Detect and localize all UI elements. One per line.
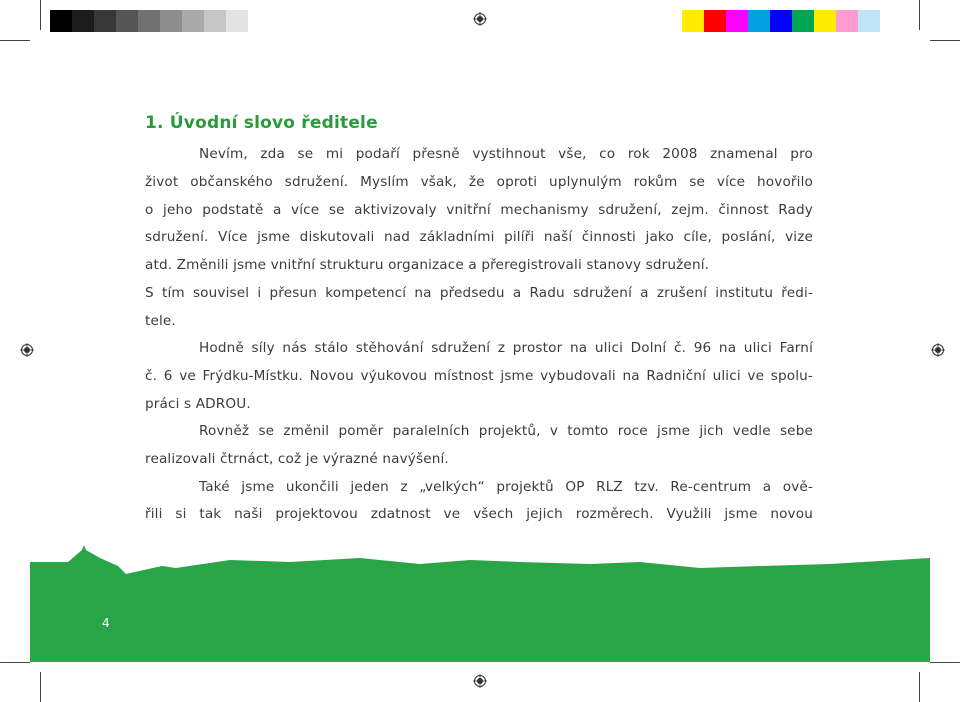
registration-mark-icon	[931, 343, 945, 357]
body-text-line: realizovali čtrnáct, což je výrazné navýšení.	[145, 451, 449, 467]
body-text-line: atd. Změnili jsme vnitřní strukturu organizace a přeregistrovali stanovy sdružení.	[145, 257, 710, 273]
color-patch	[814, 10, 836, 32]
body-text-line: tele.	[145, 313, 176, 329]
process-color-bar	[682, 10, 902, 32]
color-patch	[72, 10, 94, 32]
body-text-line: Nevím, zda se mi podaří přesně vystihnout vše, co rok 2008 znamenal pro	[199, 146, 813, 162]
body-text-line: č. 6 ve Frýdku-Místku. Novou výukovou místnost jsme vybudovali na Radniční ulici ve spolu-	[145, 368, 813, 384]
crop-mark	[930, 40, 960, 41]
color-patch	[94, 10, 116, 32]
color-patch	[138, 10, 160, 32]
color-patch	[182, 10, 204, 32]
color-patch	[704, 10, 726, 32]
body-text-line: S tím souvisel i přesun kompetencí na předsedu a Radu sdružení a zrušení institutu ředi-	[145, 285, 813, 301]
body-text-line: o jeho podstatě a více se aktivizovaly vnitřní mechanismy sdružení, zejm. činnost Rady	[145, 202, 813, 218]
grayscale-color-bar	[50, 10, 248, 32]
color-patch	[160, 10, 182, 32]
body-text-line: Také jsme ukončili jeden z „velkých“ projektů OP RLZ tzv. Re-centrum a ově-	[199, 479, 813, 495]
color-patch	[226, 10, 248, 32]
registration-mark-icon	[20, 343, 34, 357]
body-text-line: práci s ADROU.	[145, 396, 251, 412]
page-number: 4	[102, 616, 110, 630]
green-hill-illustration	[0, 540, 960, 670]
crop-mark	[40, 672, 41, 702]
color-patch	[748, 10, 770, 32]
body-text-line: sdružení. Více jsme diskutovali nad základními pilíři naší činnosti jako cíle, poslání, vize	[145, 229, 813, 245]
color-patch	[116, 10, 138, 32]
body-text-line: Hodně síly nás stálo stěhování sdružení z prostor na ulici Dolní č. 96 na ulici Farní	[199, 340, 813, 356]
color-patch	[770, 10, 792, 32]
color-patch	[836, 10, 858, 32]
crop-mark	[0, 40, 30, 41]
registration-mark-icon	[473, 12, 487, 26]
crop-mark	[919, 0, 920, 30]
section-heading: 1. Úvodní slovo ředitele	[145, 113, 378, 133]
registration-mark-icon	[473, 674, 487, 688]
color-patch	[50, 10, 72, 32]
color-patch	[858, 10, 880, 32]
crop-mark	[919, 672, 920, 702]
color-patch	[682, 10, 704, 32]
color-patch	[204, 10, 226, 32]
body-text-line: život občanského sdružení. Myslím však, že oproti uplynulým rokům se více hovořilo	[145, 174, 813, 190]
color-patch	[880, 10, 902, 32]
crop-mark	[40, 0, 41, 30]
color-patch	[726, 10, 748, 32]
body-text-line: Rovněž se změnil poměr paralelních projektů, v tomto roce jsme jich vedle sebe	[199, 423, 813, 439]
body-text-line: řili si tak naši projektovou zdatnost ve všech jejich rozměrech. Využili jsme novou	[145, 506, 813, 522]
color-patch	[792, 10, 814, 32]
